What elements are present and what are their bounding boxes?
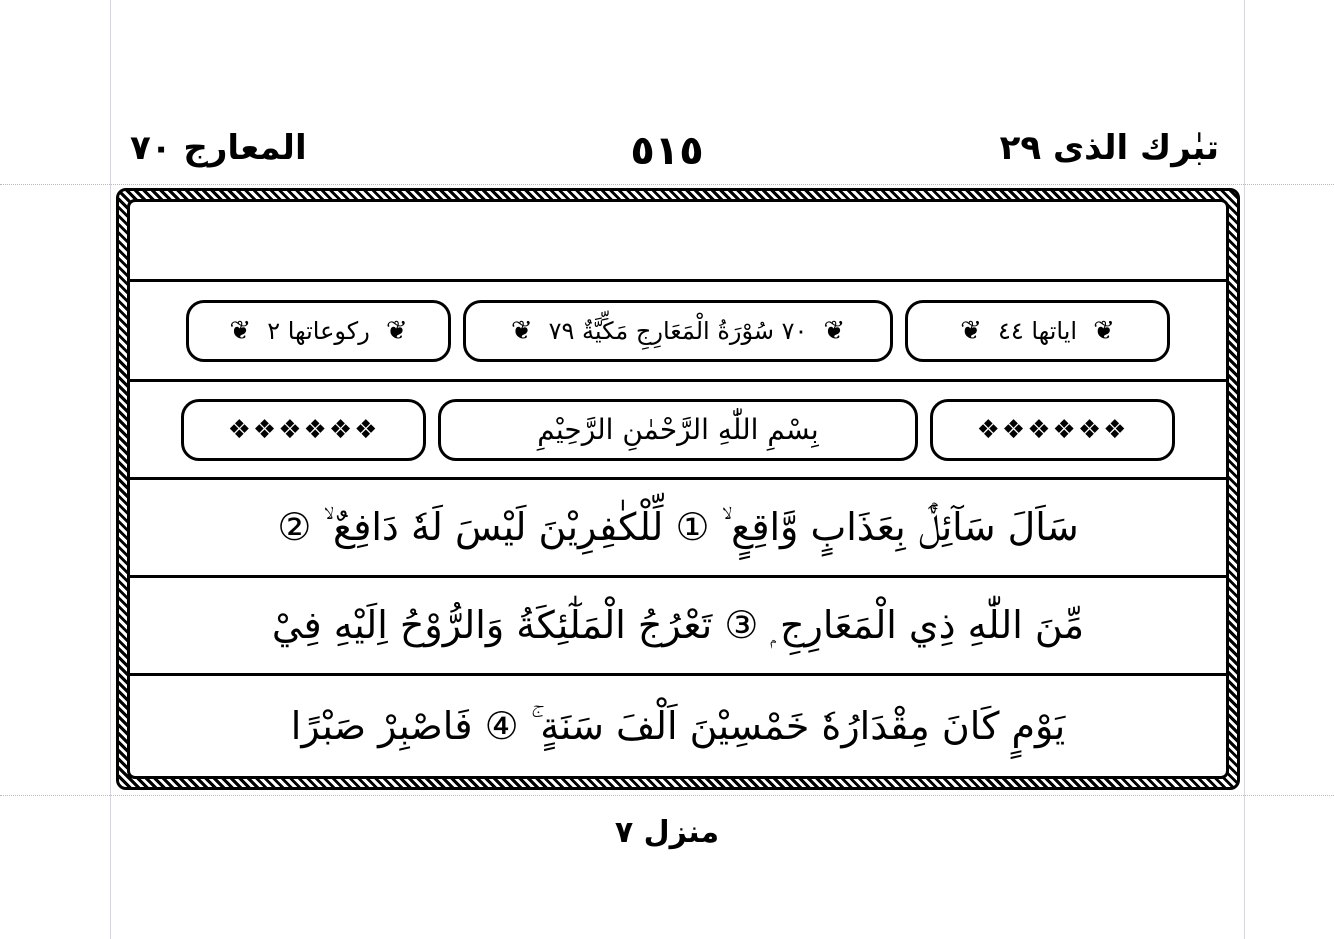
ornament-panel: ❖❖❖❖❖❖ — [930, 399, 1175, 461]
ruku-count: ركوعاتها ٢ — [267, 316, 370, 345]
verse-line — [130, 676, 1226, 776]
surah-title-cartouche — [463, 300, 893, 362]
ornament-icon: ❦ — [1093, 315, 1115, 346]
page-number: ٥١٥ — [630, 128, 704, 174]
ruku-count-cartouche — [186, 300, 451, 362]
ornament-icon: ❦ — [510, 315, 533, 346]
blank-row — [130, 202, 1226, 282]
ayat-count: اياتها ٤٤ — [997, 316, 1078, 345]
bismillah-cartouche — [438, 399, 918, 461]
ornament-icon: ❦ — [960, 315, 982, 346]
juz-name: تبٰرك الذى ٢٩ — [999, 128, 1219, 168]
surah-name: المعارج ٧٠ — [130, 128, 307, 168]
ornament-icon: ❦ — [229, 315, 252, 346]
verse-line — [130, 578, 1226, 676]
margin-guide — [0, 184, 1334, 185]
bismillah-row — [130, 382, 1226, 480]
verse-text: مِّنَ اللّٰهِ ذِي الْمَعَارِجِ ۭ ③ تَعْرُجُ الْمَلٰٓئِكَةُ وَالرُّوْحُ اِلَيْهِ فِيْ — [271, 603, 1085, 647]
ayat-count-cartouche — [905, 300, 1170, 362]
margin-guide — [0, 795, 1334, 796]
surah-title: ٧٠ سُوْرَةُ الْمَعَارِجِ مَكِّيَّةٌ ٧٩ — [548, 316, 808, 345]
verse-text: سَاَلَ سَآئِلٌۢ بِعَذَابٍ وَّاقِعٍ ۙ ① لِّلْكٰفِرِيْنَ لَيْسَ لَهٗ دَافِعٌ ۙ ② — [277, 505, 1079, 549]
verse-text: يَوْمٍ كَانَ مِقْدَارُهٗ خَمْسِيْنَ اَلْفَ سَنَةٍ ۚ ④ فَاصْبِرْ صَبْرًا — [290, 703, 1066, 748]
ornament-icon: ❦ — [823, 315, 846, 346]
manzil-label: منزل ٧ — [614, 815, 720, 850]
page-frame — [116, 188, 1240, 790]
ornament-panel: ❖❖❖❖❖❖ — [181, 399, 426, 461]
surah-header-row — [130, 282, 1226, 382]
verse-line — [130, 480, 1226, 578]
ornament-icon: ❦ — [385, 315, 408, 346]
bismillah: بِسْمِ اللّٰهِ الرَّحْمٰنِ الرَّحِيْمِ — [537, 413, 819, 446]
